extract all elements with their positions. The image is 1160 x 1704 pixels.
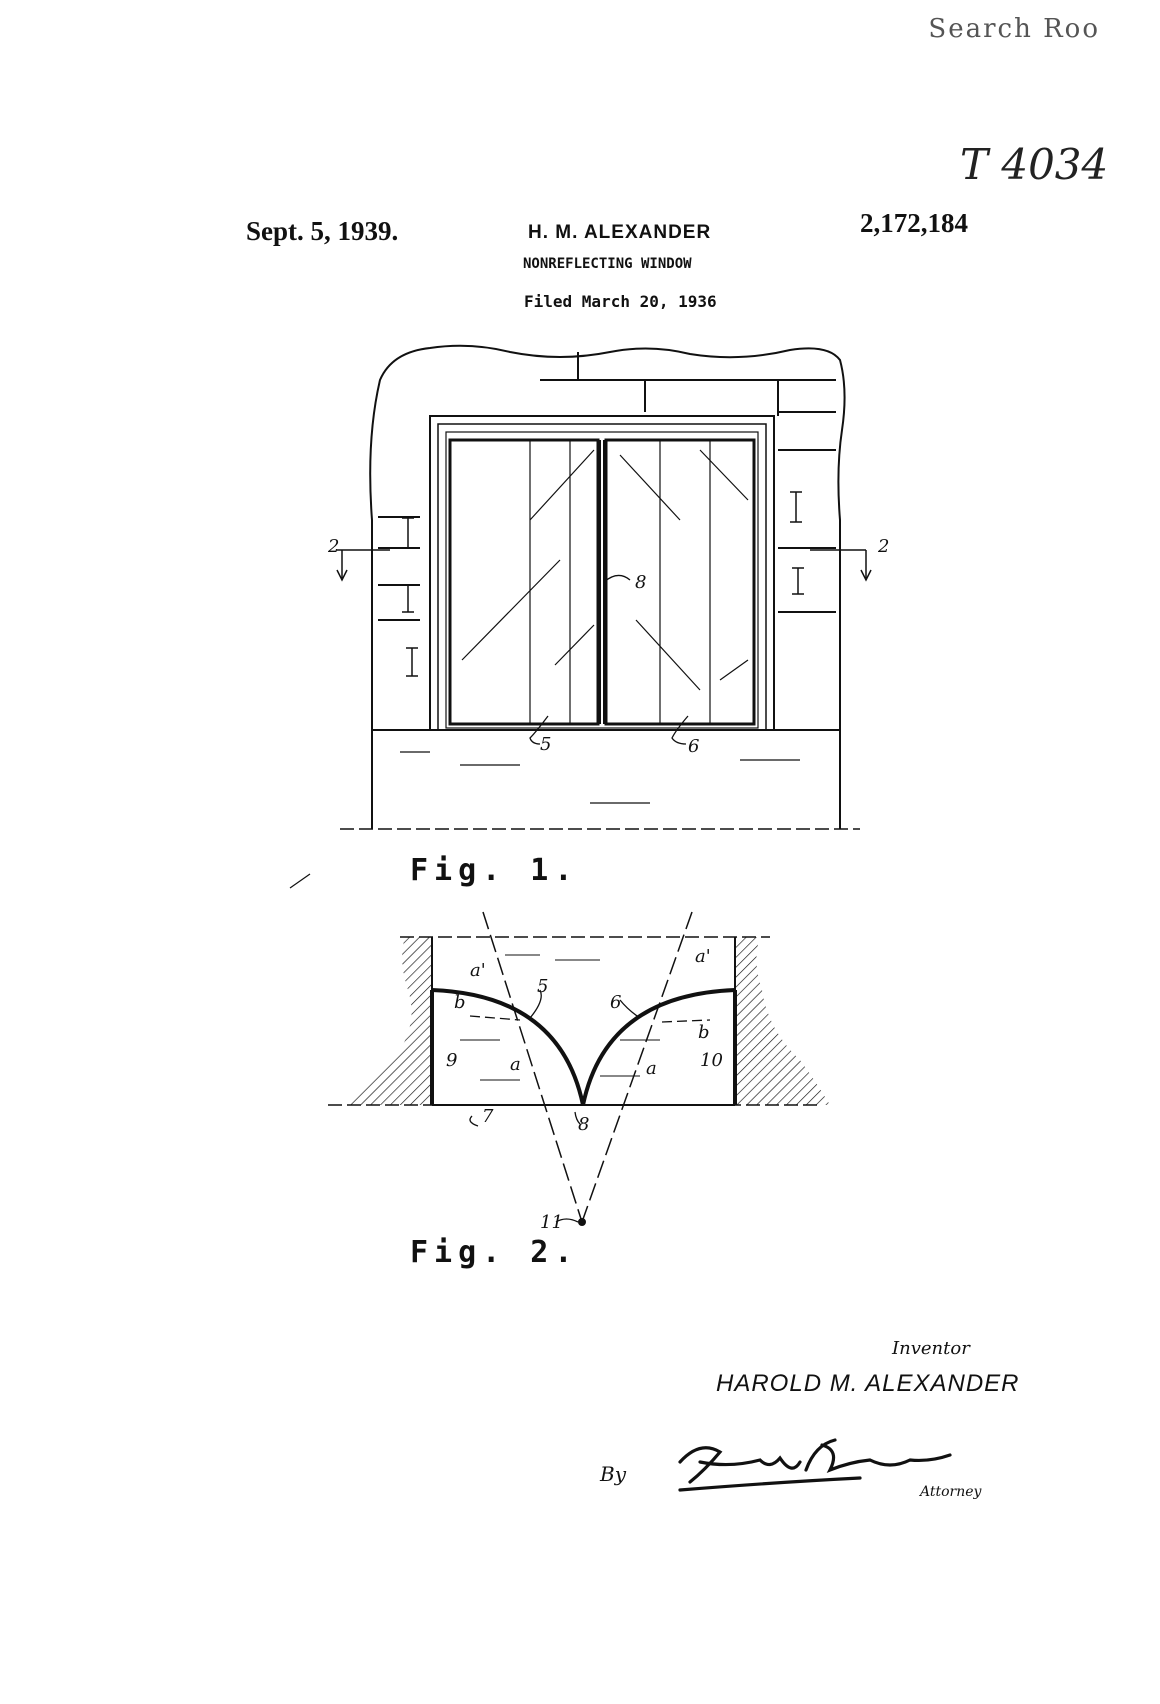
handwritten-reference: T 4034 [960,140,1109,189]
attorney-signature [680,1440,950,1490]
fig2-b-right: b [698,1022,710,1043]
fig2-pane-left: 5 [537,976,549,997]
fig2-a-left: a [510,1054,521,1075]
inventor-header: H. M. ALEXANDER [528,222,712,243]
fig2-b-left: b [454,992,466,1013]
attorney-label: Attorney [920,1484,982,1500]
patent-date: Sept. 5, 1939. [246,216,399,246]
fig2-a-prime-right: a' [695,946,711,967]
fig1-section-label-left: 2 [328,536,340,557]
fig1-pane-right-label: 6 [688,736,700,757]
fig1-section-label-right: 2 [878,536,890,557]
filed-date: Filed March 20, 1936 [524,292,717,311]
patent-number: 2,172,184 [860,208,968,238]
figure-2 [328,912,830,1226]
fig2-a-prime-left: a' [470,960,486,981]
fig2-sill: 7 [482,1106,494,1127]
fig1-pane-left-label: 5 [540,734,552,755]
fig2-pane-right: 6 [610,992,622,1013]
fig1-mullion-label: 8 [635,572,647,593]
fig2-side-left: 9 [446,1050,458,1071]
inventor-name: HAROLD M. ALEXANDER [716,1370,1020,1397]
patent-title: NONREFLECTING WINDOW [523,256,692,272]
fig2-a-right: a [646,1058,657,1079]
by-label: By [600,1462,626,1486]
fig2-mullion: 8 [578,1114,590,1135]
fig2-side-right: 10 [700,1050,723,1071]
figure-1-caption: Fig. 1. [410,853,579,888]
figure-1 [290,346,871,888]
fig2-viewpoint: 11 [540,1212,563,1233]
search-room-stamp: Search Roo [928,14,1100,44]
figure-2-caption: Fig. 2. [410,1235,579,1270]
inventor-label: Inventor [892,1338,970,1359]
